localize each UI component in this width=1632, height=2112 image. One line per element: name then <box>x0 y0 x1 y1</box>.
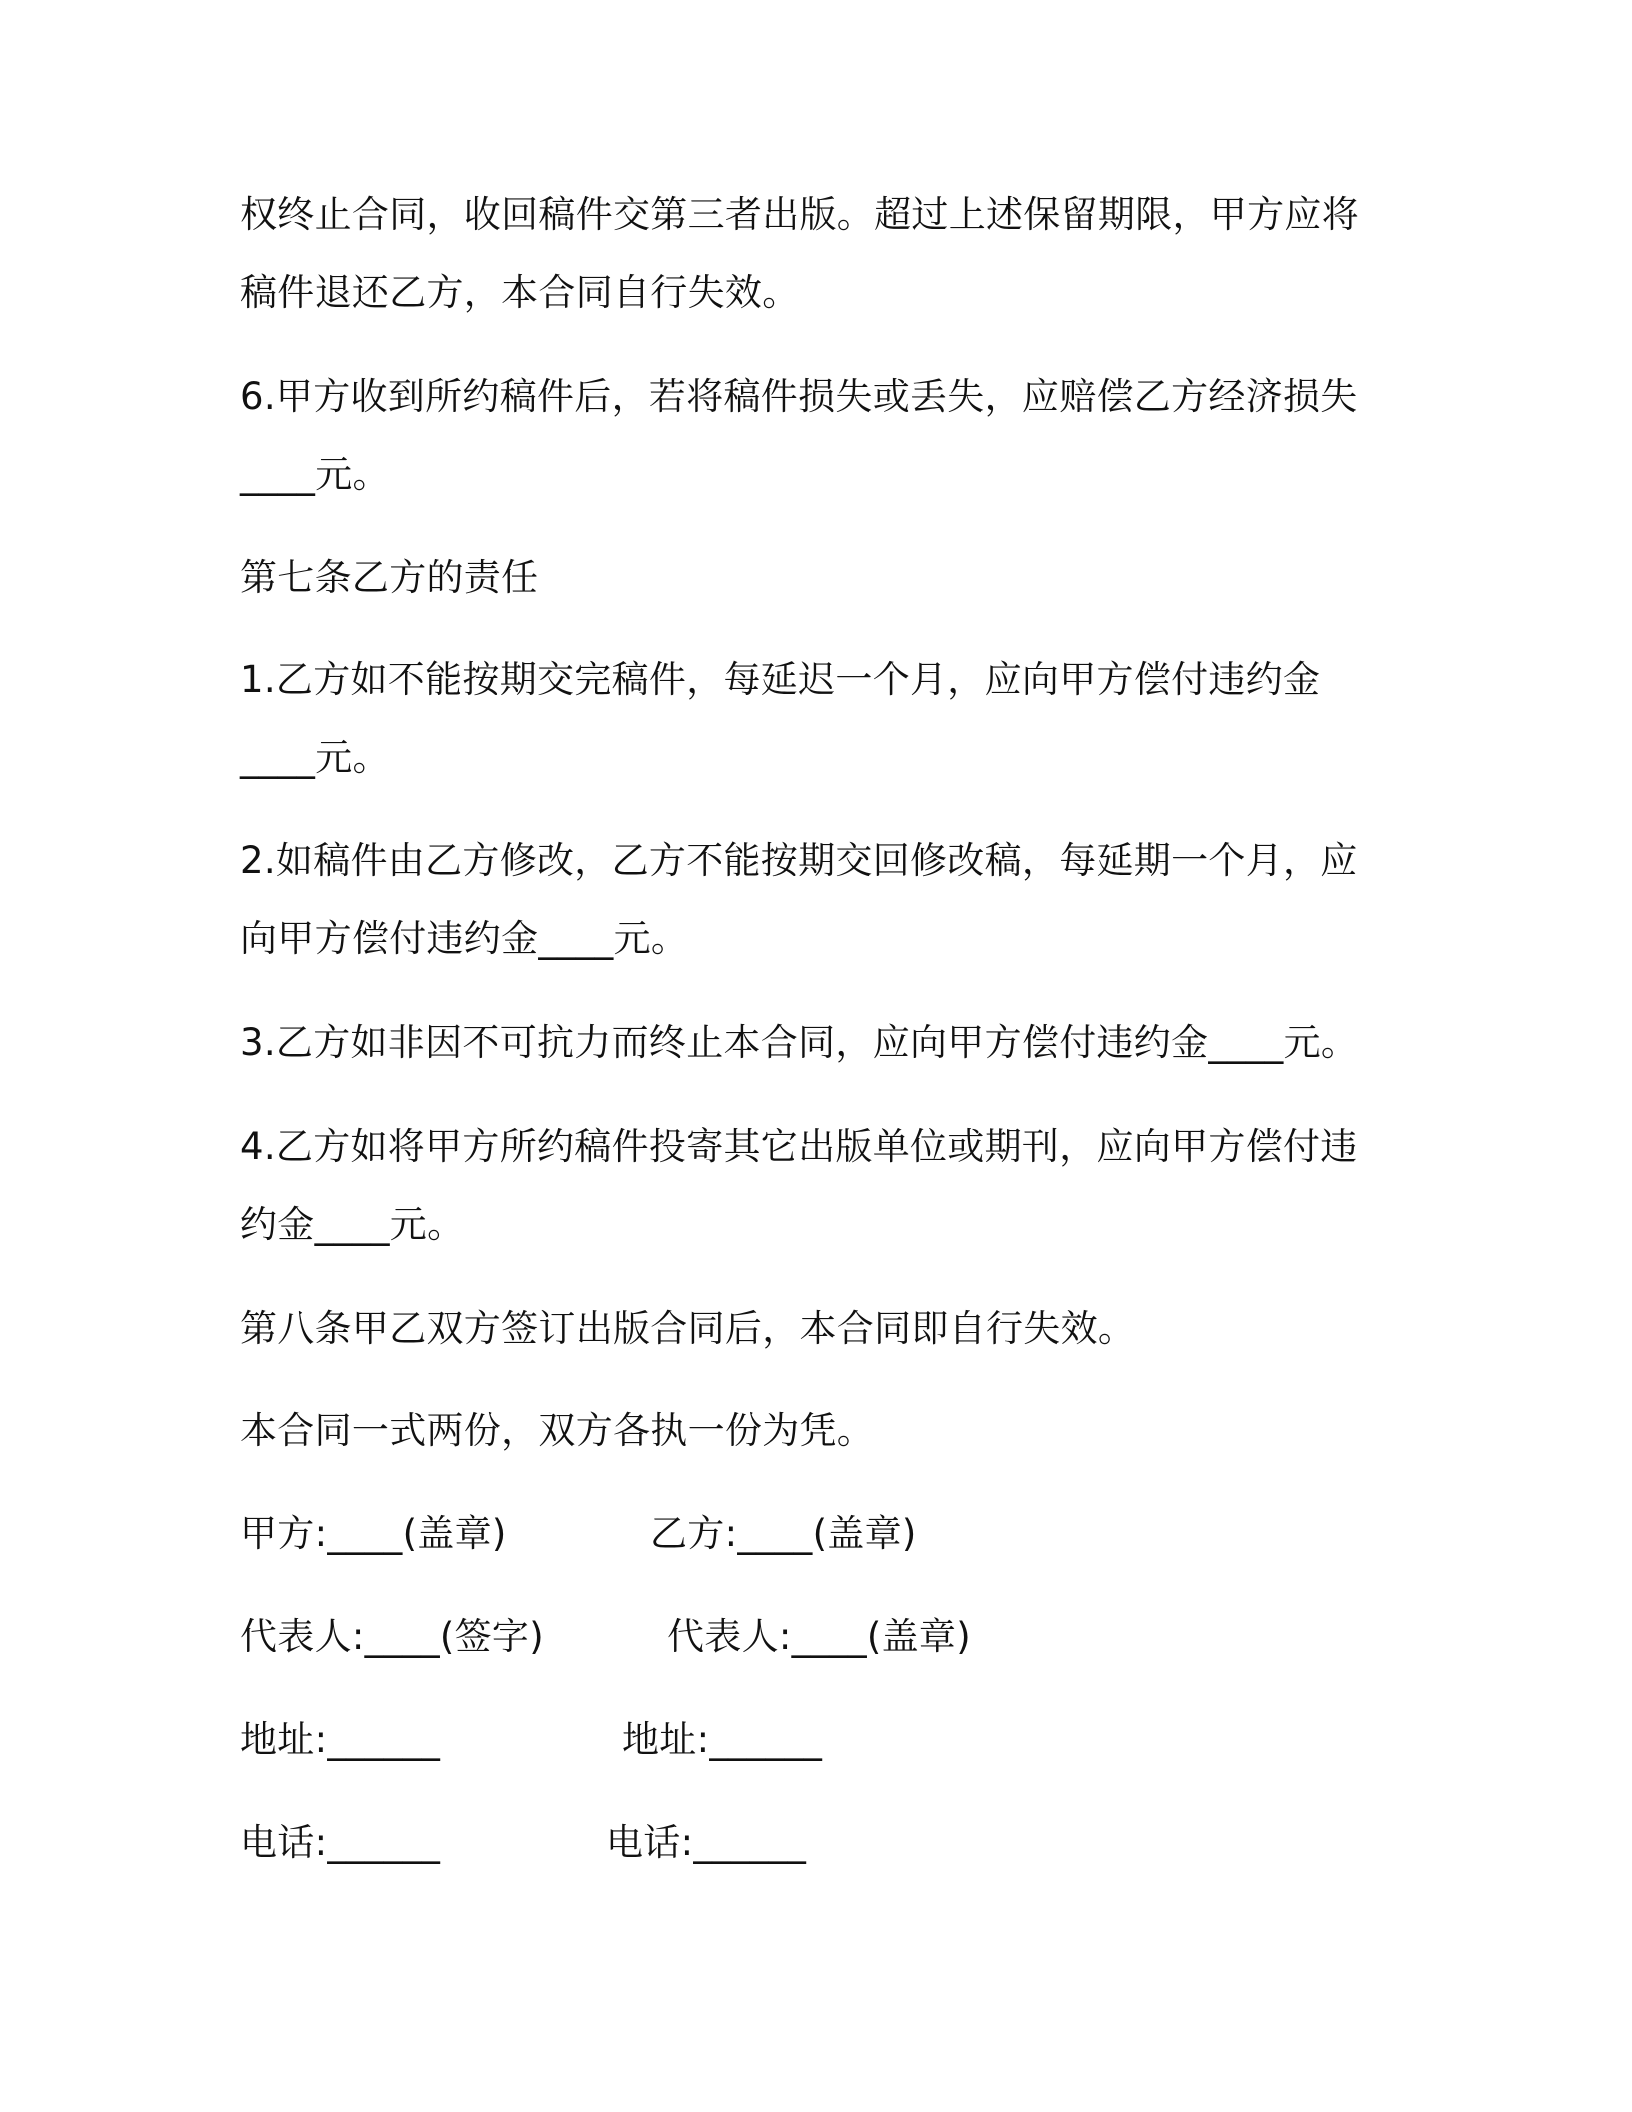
paragraph-line: 2.如稿件由乙方修改，乙方不能按期交回修改稿，每延期一个月，应 <box>240 839 1358 882</box>
party-a-representative-field: 代表人:____(签字) <box>240 1615 544 1658</box>
party-a-phone-field: 电话:______ <box>240 1821 441 1864</box>
paragraph-line: 1.乙方如不能按期交完稿件，每延迟一个月，应向甲方偿付违约金 <box>240 658 1321 701</box>
section-heading: 第八条甲乙双方签订出版合同后，本合同即自行失效。 <box>240 1307 1136 1350</box>
paragraph-line: 本合同一式两份，双方各执一份为凭。 <box>240 1409 875 1452</box>
paragraph-line: 权终止合同，收回稿件交第三者出版。超过上述保留期限，甲方应将 <box>240 193 1359 236</box>
section-heading: 第七条乙方的责任 <box>240 556 539 599</box>
paragraph-line: 向甲方偿付违约金____元。 <box>240 917 689 960</box>
paragraph-line: ____元。 <box>240 453 390 496</box>
paragraph-line: 约金____元。 <box>240 1203 465 1246</box>
party-a-seal-field: 甲方:____(盖章) <box>240 1512 507 1555</box>
party-b-phone-field: 电话:______ <box>606 1821 807 1864</box>
paragraph-line: 4.乙方如将甲方所约稿件投寄其它出版单位或期刊，应向甲方偿付违 <box>240 1125 1358 1168</box>
party-a-address-field: 地址:______ <box>240 1718 441 1761</box>
paragraph-line: 3.乙方如非因不可抗力而终止本合同，应向甲方偿付违约金____元。 <box>240 1021 1359 1064</box>
paragraph-line: 6.甲方收到所约稿件后，若将稿件损失或丢失，应赔偿乙方经济损失 <box>240 375 1358 418</box>
party-b-seal-field: 乙方:____(盖章) <box>650 1512 917 1555</box>
party-b-representative-field: 代表人:____(盖章) <box>667 1615 971 1658</box>
paragraph-line: 稿件退还乙方，本合同自行失效。 <box>240 271 800 314</box>
paragraph-line: ____元。 <box>240 736 390 779</box>
party-b-address-field: 地址:______ <box>622 1718 823 1761</box>
